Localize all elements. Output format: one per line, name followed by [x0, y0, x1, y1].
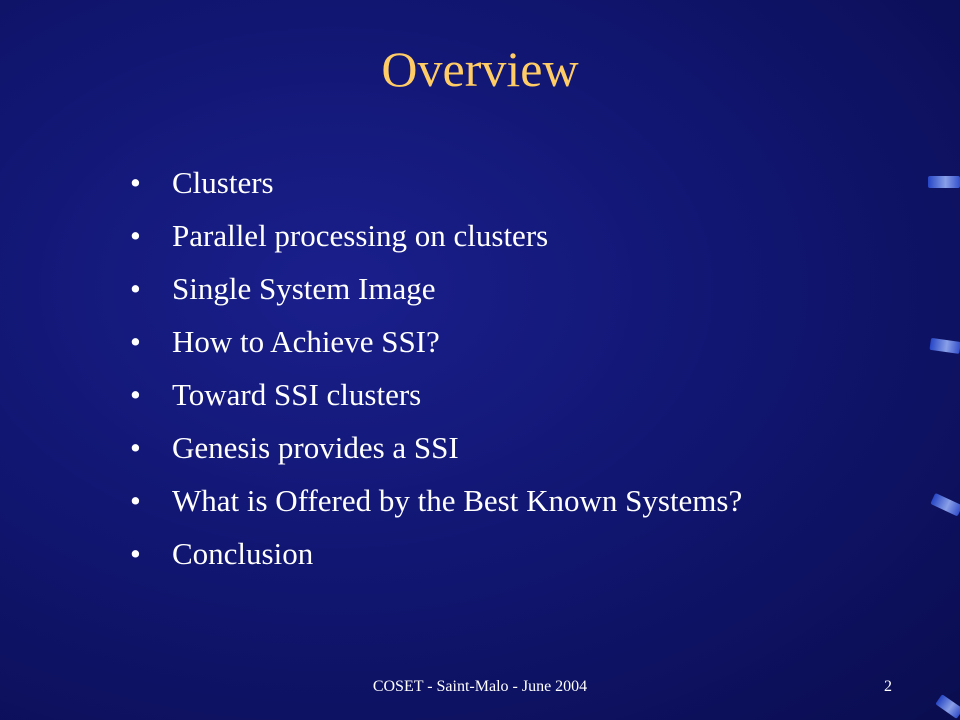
- bullet-text: Parallel processing on clusters: [172, 218, 549, 253]
- bullet-icon: •: [130, 324, 141, 359]
- bullet-text: Clusters: [172, 165, 274, 200]
- slide-footer: COSET - Saint-Malo - June 2004: [372, 678, 588, 695]
- decorative-stripe: [930, 493, 960, 517]
- bullet-text: What is Offered by the Best Known Systems?: [172, 483, 743, 518]
- bullet-icon: •: [130, 536, 141, 571]
- decorative-stripe: [929, 338, 960, 354]
- list-item: [130, 216, 930, 269]
- list-item: [130, 269, 930, 322]
- decorative-stripe: [928, 176, 960, 188]
- list-item: [130, 481, 930, 534]
- page-number: 2: [884, 678, 892, 695]
- bullet-icon: •: [130, 483, 141, 518]
- bullet-list: [130, 163, 930, 587]
- bullet-icon: •: [130, 377, 141, 412]
- list-item: [130, 163, 930, 216]
- bullet-text: Conclusion: [172, 536, 314, 571]
- bullet-text: Single System Image: [172, 271, 436, 306]
- list-item: [130, 375, 930, 428]
- decorative-stripe: [935, 694, 960, 719]
- bullet-text: Genesis provides a SSI: [172, 430, 459, 465]
- bullet-icon: •: [130, 218, 141, 253]
- list-item: [130, 428, 930, 481]
- bullet-text: How to Achieve SSI?: [172, 324, 440, 359]
- bullet-text: Toward SSI clusters: [172, 377, 422, 412]
- bullet-icon: •: [130, 271, 141, 306]
- list-item: [130, 322, 930, 375]
- list-item: [130, 534, 930, 587]
- bullet-icon: •: [130, 430, 141, 465]
- slide-title: Overview: [381, 41, 579, 97]
- bullet-icon: •: [130, 165, 141, 200]
